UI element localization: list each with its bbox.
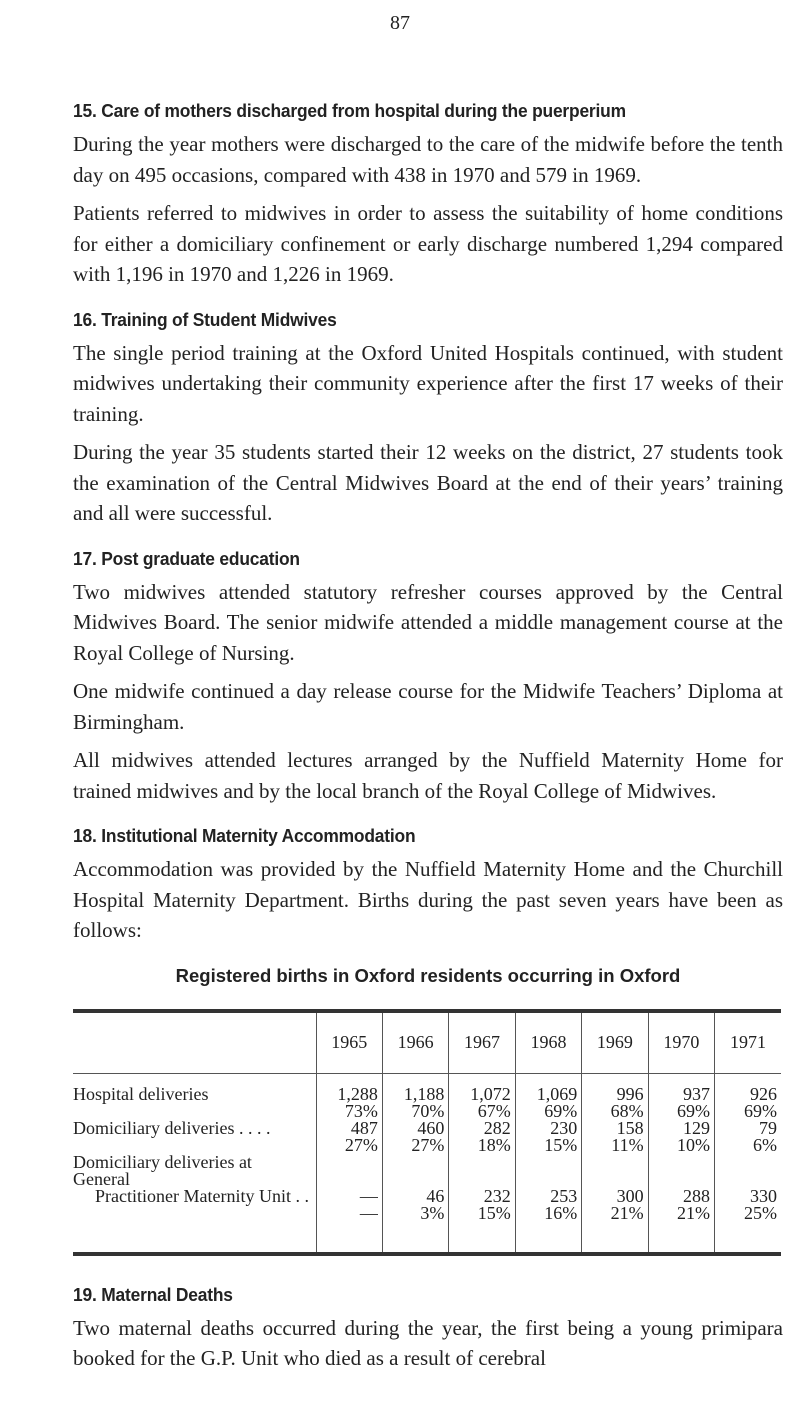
count-cell: 288 (648, 1188, 714, 1205)
header-label (73, 1011, 316, 1074)
percent-cell: 27% (316, 1137, 382, 1154)
row-label: Domiciliary deliveries at General (73, 1151, 252, 1189)
percent-cell: 73% (316, 1103, 382, 1120)
paragraph: During the year mothers were discharged to the care of the midwife before the tenth day on 495 occasions, compared with 438 in 1970 and 579 in 1969. (73, 132, 783, 187)
paragraph: Two maternal deaths occurred during the year, the first being a young primipara booked for the G.P. Unit who died as a result of cerebral (73, 1315, 783, 1370)
percent-cell: 69% (515, 1103, 581, 1120)
count-cell: 1,069 (515, 1073, 581, 1103)
percent-cell: 18% (449, 1137, 515, 1154)
section-17 (73, 548, 783, 807)
percent-cell: 69% (648, 1103, 714, 1120)
count-cell: 1,288 (316, 1073, 382, 1103)
section-15 (73, 100, 783, 290)
percent-cell: 67% (449, 1103, 515, 1120)
count-cell: — (316, 1188, 382, 1205)
empty-cell (73, 1137, 316, 1154)
empty-cell (648, 1154, 714, 1188)
percent-cell: 15% (515, 1137, 581, 1154)
table-row (73, 1073, 781, 1103)
year-header: 1971 (715, 1011, 781, 1074)
table-caption: Registered births in Oxford residents occurring in Oxford (175, 964, 681, 986)
paragraph: The single period training at the Oxford United Hospitals continued, with student midwives undertaking their community experience after the first 17 weeks of their training. (73, 340, 783, 426)
empty-cell (316, 1154, 382, 1188)
empty-cell (73, 1103, 316, 1120)
count-cell: 158 (582, 1120, 648, 1137)
percent-cell: 25% (715, 1205, 781, 1254)
count-cell: 253 (515, 1188, 581, 1205)
percent-cell: 27% (382, 1137, 448, 1154)
paragraph: During the year 35 students started their 12 weeks on the district, 27 students took the examination of the Central Midwives Board at the end of their years’ training and all were successful. (73, 440, 783, 525)
empty-cell (382, 1154, 448, 1188)
year-header: 1967 (449, 1011, 515, 1074)
row-label: Domiciliary deliveries . . . . (73, 1117, 271, 1138)
empty-cell (73, 1205, 316, 1254)
count-cell: 129 (648, 1120, 714, 1137)
section-19 (73, 1284, 783, 1374)
count-cell: 79 (715, 1120, 781, 1137)
table-row (73, 1188, 781, 1205)
paragraph: One midwife continued a day release course for the Midwife Teachers’ Diploma at Birmingham. (73, 679, 783, 734)
empty-cell (582, 1154, 648, 1188)
percent-cell: 68% (582, 1103, 648, 1120)
count-cell: 230 (515, 1120, 581, 1137)
section-16 (73, 309, 783, 529)
paragraph: Accommodation was provided by the Nuffield Maternity Home and the Churchill Hospital Maternity Department. Births during the past seven years have been as follows: (73, 857, 783, 942)
year-header: 1965 (316, 1011, 382, 1074)
page-number: 87 (390, 12, 410, 34)
count-cell: 996 (582, 1073, 648, 1103)
row-label: Practitioner Maternity Unit . . (95, 1185, 309, 1206)
year-header: 1968 (515, 1011, 581, 1074)
table-row (73, 1120, 781, 1137)
section-heading: 16. Training of Student Midwives (73, 308, 337, 330)
count-cell: 926 (715, 1073, 781, 1103)
section-heading: 19. Maternal Deaths (73, 1283, 233, 1305)
percent-cell: — (316, 1205, 382, 1254)
births-table (73, 1009, 781, 1256)
count-cell: 937 (648, 1073, 714, 1103)
percent-cell: 16% (515, 1205, 581, 1254)
year-header: 1966 (382, 1011, 448, 1074)
percent-cell: 70% (382, 1103, 448, 1120)
year-header: 1969 (582, 1011, 648, 1074)
section-heading: 15. Care of mothers discharged from hospital during the puerperium (73, 100, 626, 121)
empty-cell (515, 1154, 581, 1188)
document-body (73, 100, 783, 1393)
paragraph: Two midwives attended statutory refresher courses approved by the Central Midwives Board. The senior midwife attended a middle management course at the Royal College of Nursing. (73, 579, 783, 665)
count-cell: 1,188 (382, 1073, 448, 1103)
paragraph: All midwives attended lectures arranged by the Nuffield Maternity Home for trained midwives and by the local branch of the Royal College of Midwives. (73, 748, 783, 803)
empty-cell (449, 1154, 515, 1188)
count-cell: 487 (316, 1120, 382, 1137)
count-cell: 1,072 (449, 1073, 515, 1103)
percent-cell: 11% (582, 1137, 648, 1154)
count-cell: 300 (582, 1188, 648, 1205)
count-cell: 330 (715, 1188, 781, 1205)
paragraph: Patients referred to midwives in order to assess the suitability of home conditions for either a domiciliary confinement or early discharge numbered 1,294 compared with 1,196 in 1970 and 1,226 in 1969. (73, 201, 783, 286)
count-cell: 460 (382, 1120, 448, 1137)
section-heading: 17. Post graduate education (73, 547, 300, 569)
percent-cell: 21% (582, 1205, 648, 1254)
count-cell: 232 (449, 1188, 515, 1205)
percent-cell: 69% (715, 1103, 781, 1120)
section-heading: 18. Institutional Maternity Accommodation (73, 825, 416, 846)
percent-cell: 10% (648, 1137, 714, 1154)
percent-cell: 6% (715, 1137, 781, 1154)
percent-cell: 21% (648, 1205, 714, 1254)
empty-cell (715, 1154, 781, 1188)
count-cell: 46 (382, 1188, 448, 1205)
percent-cell: 15% (449, 1205, 515, 1254)
section-18 (73, 825, 783, 946)
count-cell: 282 (449, 1120, 515, 1137)
year-header: 1970 (648, 1011, 714, 1074)
row-label: Hospital deliveries (73, 1083, 209, 1104)
percent-cell: 3% (382, 1205, 448, 1254)
